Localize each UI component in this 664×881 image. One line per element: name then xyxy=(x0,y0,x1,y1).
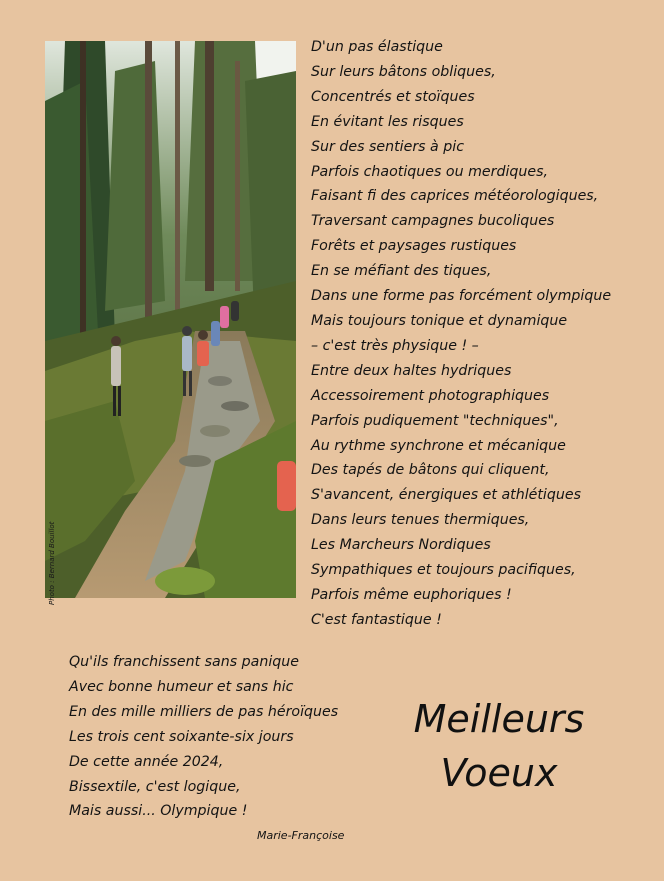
poem-line: Les Marcheurs Nordiques xyxy=(311,537,491,554)
poem-line: Avec bonne humeur et sans hic xyxy=(69,678,294,695)
poem-line: Accessoirement photographiques xyxy=(311,387,550,404)
poem-line: Faisant fi des caprices météorologiques, xyxy=(311,188,599,205)
poem-line: Mais toujours tonique et dynamique xyxy=(311,312,568,329)
greeting-line-1: Meilleurs xyxy=(413,697,585,741)
forest-walk-photo xyxy=(45,41,296,598)
poem-line: D'un pas élastique xyxy=(311,39,443,55)
poem-line: Au rythme synchrone et mécanique xyxy=(311,437,566,454)
poem-line: Entre deux haltes hydriques xyxy=(311,362,512,379)
poem-line: Traversant campagnes bucoliques xyxy=(311,213,555,230)
poem-line: En se méfiant des tiques, xyxy=(311,263,492,280)
poem-line: Sympathiques et toujours pacifiques, xyxy=(311,562,576,579)
greeting-title xyxy=(394,692,604,800)
poem-line: Sur leurs bâtons obliques, xyxy=(311,63,496,80)
poem-line: Les trois cent soixante-six jours xyxy=(69,728,294,745)
greeting-line-2: Voeux xyxy=(440,751,558,795)
poem-line: S'avancent, énergiques et athlétiques xyxy=(311,487,581,504)
poem-line: En évitant les risques xyxy=(311,113,464,130)
poem-line: Concentrés et stoïques xyxy=(311,88,475,105)
poem-line: Bissextile, c'est logique, xyxy=(69,778,241,795)
poem-line: Qu'ils franchissent sans panique xyxy=(69,654,300,670)
poem-end-stanza xyxy=(69,650,369,824)
poem-line: – c'est très physique ! – xyxy=(311,337,479,354)
forest-scene-illustration xyxy=(45,41,296,598)
poem-line: Parfois chaotiques ou merdiques, xyxy=(311,163,549,180)
poem-line: En des mille milliers de pas héroïques xyxy=(69,703,339,720)
poem-line: Sur des sentiers à pic xyxy=(311,138,465,155)
poem-line: C'est fantastique ! xyxy=(311,611,442,628)
photo-credit: Photo : Bernard Bouillot xyxy=(48,521,56,605)
poem-line: Forêts et paysages rustiques xyxy=(311,238,517,255)
poem-line: Dans une forme pas forcément olympique xyxy=(311,288,612,305)
poem-line: Des tapés de bâtons qui cliquent, xyxy=(311,462,550,479)
poem-line: Parfois même euphoriques ! xyxy=(311,586,512,603)
poem-line: De cette année 2024, xyxy=(69,753,224,770)
poem-main-stanza xyxy=(311,35,656,633)
poem-line: Mais aussi... Olympique ! xyxy=(69,803,248,820)
author-signature: Marie-Françoise xyxy=(257,829,345,842)
poem-line: Parfois pudiquement "techniques", xyxy=(311,412,559,429)
poem-line: Dans leurs tenues thermiques, xyxy=(311,512,530,529)
